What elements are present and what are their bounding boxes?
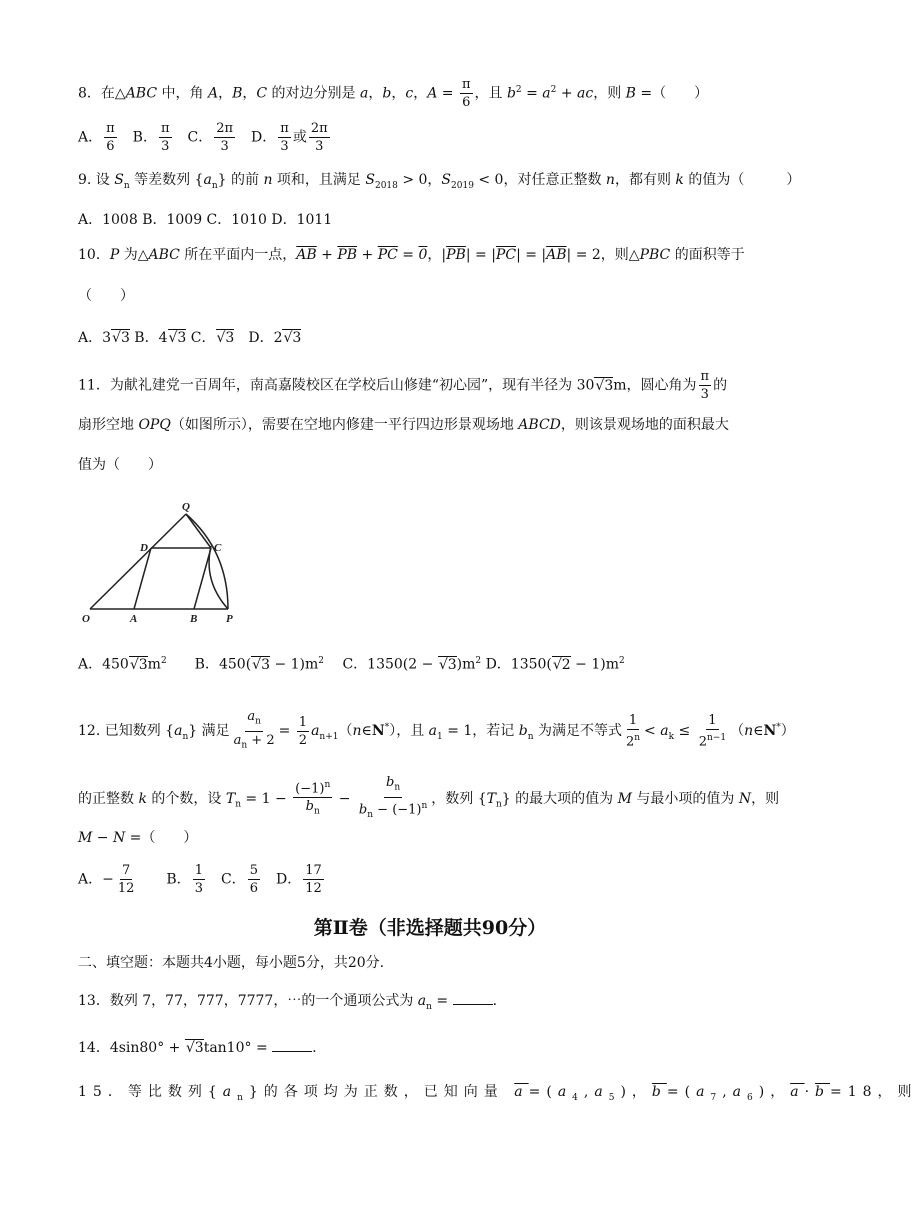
q10-options: A．3√3 B．4√3 C．√3 D．2√3	[78, 330, 302, 346]
q11-line3: 值为（ ）	[78, 457, 162, 473]
q12-line1: 12. 已知数列 $\{a_n\}$ 满足 $\frac{a_n}{a_n + 2}$ = $\frac{1}{2}$ $a_{n+1}(n\in N^*)$，且 $a_1 = 1$，若记 $b_n$ 为满足不等式 $\frac{1}{2^n}$ < $a_k$ ≤ $\frac{1}{2^{n-1}}$ （n∈N*）	[78, 709, 795, 751]
segment-cb	[194, 548, 211, 609]
q14: 14．4sin80° + √3tan10° = .	[78, 1040, 317, 1056]
section2-intro: 二、填空题：本题共4小题，每小题5分，共20分.	[78, 955, 385, 971]
q10-paren: （ ）	[78, 288, 134, 304]
label-d: D	[140, 542, 148, 554]
segment-qc	[186, 514, 211, 548]
label-o: O	[82, 613, 90, 625]
q9-options: A．1008 B．1009 C．1010 D．1011	[78, 212, 333, 228]
q12-line3: M − N =（ ）	[78, 830, 198, 846]
label-p: P	[226, 613, 233, 625]
label-c: C	[214, 542, 222, 554]
q11-options: A．$450√3m^2$ B．$450(√3 - 1)m^2$ C．$1350(2 - √3)m^2$ D．$1350(√2 - 1)m^2$	[78, 656, 625, 673]
q8-options: A． $\frac{\pi}{6}$ B． $\frac{\pi}{3}$ C． $\frac{2\pi}{3}$ D． $\frac{\pi}{3}$ 或 $\frac{2\pi}{3}$	[78, 121, 328, 154]
label-a: A	[130, 613, 138, 625]
q8-stem: 8．在△ABC 中，角 A，B，C 的对边分别是 a，b，c，A = $\frac{\pi}{6}$ ，且 $b^2 = a^2$ + ac，则 B =（ ）	[78, 77, 709, 110]
label-b: B	[190, 613, 198, 625]
q11-line1: 11．为献礼建党一百周年，南高嘉陵校区在学校后山修建“初心园”，现有半径为 30√3m，圆心角为 $\frac{\pi}{3}$ 的	[78, 369, 728, 402]
q13: 13．数列 7，77，777，7777，⋯的一个通项公式为 $a_n$ = .	[78, 993, 498, 1012]
part2-heading: 第Ⅱ卷（非选择题共90分）	[313, 917, 547, 939]
q10-stem: 10．P 为△ABC 所在平面内一点，$\overline{AB} + \overline{PB} + \overline{PC} = 0$，$|\overline{PB}| = |\overline{PC}| = |\overline{AB}| = 2$，则△PBC 的面积等于	[78, 247, 745, 263]
sector-diagram	[78, 496, 248, 626]
q9-stem: 9. 设 $S_n$ 等差数列 $\{a_n\}$ 的前 n 项和，且满足 $S_{2018} > 0$，$S_{2019} < 0$，对任意正整数 n，都有则 k 的值为（ ）	[78, 172, 801, 191]
q15: 15．等比数列$\{a_n\}$的各项均为正数，已知向量 $\overline{a}=(a_4,a_5)$，$\overline{b}=(a_7,a_6)$，$\overline{a}\cdot\overline{b}=18$，则	[78, 1084, 918, 1103]
q12-line2: 的正整数 k 的个数，设 $T_n = 1$ − $\frac{(-1)^n}{b_n}$ − $\frac{b_n}{b_n - (-1)^n}$ ，数列 $\{T_n\}$ 的最大项的值为 M 与最小项的值为 N，则	[78, 775, 780, 820]
q12-options: A．− $\frac{7}{12}$ B． $\frac{1}{3}$ C． $\frac{5}{6}$ D． $\frac{17}{12}$	[78, 863, 322, 896]
q11-line2: 扇形空地 OPQ（如图所示），需要在空地内修建一平行四边形景观场地 ABCD，则该景观场地的面积最大	[78, 417, 729, 433]
label-q: Q	[182, 501, 190, 513]
